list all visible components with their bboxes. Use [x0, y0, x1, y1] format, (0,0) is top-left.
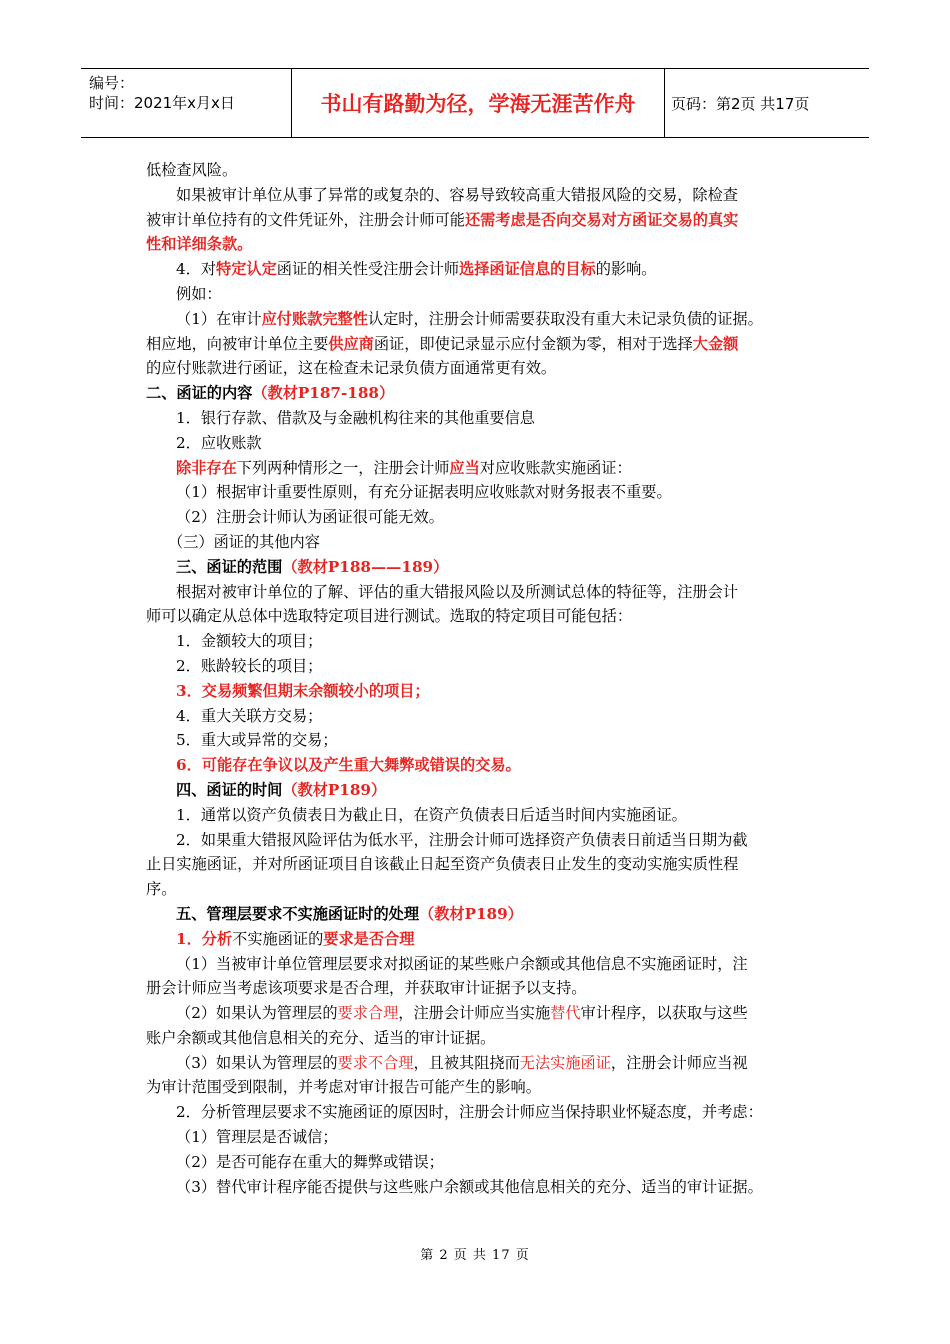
text-run: 除非存在 [176, 458, 237, 477]
text-run: 止日实施函证，并对所函证项目自该截止日起至资产负债表日止发生的变动实施实质性程 [146, 855, 739, 874]
text-line [146, 555, 810, 580]
text-run: 性和详细条款。 [146, 235, 253, 254]
text-run: 认定时，注册会计师需要获取没有重大未记录负债的证据。 [367, 309, 763, 328]
text-line [146, 604, 810, 629]
text-run: 大金额 [692, 334, 739, 353]
document-body [146, 158, 810, 1199]
text-line [146, 629, 810, 654]
text-run: （教材P187-188） [252, 384, 395, 403]
text-run: （教材P189） [419, 904, 523, 923]
text-line [146, 976, 810, 1001]
text-line [146, 1125, 810, 1150]
text-line [146, 902, 810, 927]
text-line [146, 356, 810, 381]
text-run: （1）管理层是否诚信； [176, 1128, 338, 1147]
text-line [146, 803, 810, 828]
text-line [146, 1175, 810, 1200]
text-run: 1．金额较大的项目； [176, 632, 323, 651]
text-run: 应付账款完整性 [261, 309, 368, 328]
text-run: 无法实施函证 [519, 1053, 611, 1072]
text-run: 的应付账款进行函证，这在检查未记录负债方面通常更有效。 [146, 359, 557, 378]
text-run: 审计程序，以获取与这些 [580, 1004, 748, 1023]
text-line [146, 406, 810, 431]
text-run: 序。 [146, 880, 177, 899]
text-line [146, 1001, 810, 1026]
text-line [146, 728, 810, 753]
text-run: （教材P188——189） [282, 557, 449, 576]
text-line [146, 183, 810, 208]
text-run: 1．分析 [176, 929, 233, 948]
text-line [146, 877, 810, 902]
text-line [146, 1075, 810, 1100]
text-run: 4．重大关联方交易； [176, 706, 323, 725]
text-run: 如果被审计单位从事了异常的或复杂的、容易导致较高重大错报风险的交易，除检查 [176, 185, 738, 204]
text-line [146, 927, 810, 952]
text-run: 二、函证的内容 [146, 384, 253, 403]
text-line [146, 332, 810, 357]
text-run: （3）如果认为管理层的 [176, 1053, 338, 1072]
text-run: 6．可能存在争议以及产生重大舞弊或错误的交易。 [176, 756, 521, 775]
text-run: 1．通常以资产负债表日为截止日，在资产负债表日后适当时间内实施函证。 [176, 805, 687, 824]
number-label: 编号： [89, 74, 135, 92]
text-run: （3）替代审计程序能否提供与这些账户余额或其他信息相关的充分、适当的审计证据。 [176, 1177, 763, 1196]
text-run: 应当 [449, 458, 480, 477]
date-label: 时间：2021年x月x日 [89, 94, 235, 112]
text-run: （1）在审计 [176, 309, 262, 328]
text-run: 3．交易频繁但期末余额较小的项目； [176, 681, 430, 700]
text-run: 的影响。 [595, 260, 657, 279]
text-line [146, 778, 810, 803]
page-header [81, 68, 869, 138]
text-run: 2．账龄较长的项目； [176, 656, 323, 675]
text-run: 还需考虑是否向交易对方函证交易的真实 [464, 210, 739, 229]
text-line [146, 232, 810, 257]
text-line [146, 1150, 810, 1175]
page-footer: 第 2 页 共 17 页 [420, 1248, 530, 1263]
text-run: 三、函证的范围 [176, 557, 283, 576]
text-run: 册会计师应当考虑该项要求是否合理，并获取审计证据予以支持。 [146, 979, 587, 998]
text-line [146, 257, 810, 282]
text-line [146, 852, 810, 877]
text-run: 根据对被审计单位的了解、评估的重大错报风险以及所测试总体的特征等，注册会计 [176, 582, 738, 601]
text-run: 4．对 [176, 260, 217, 279]
text-run: 被审计单位持有的文件凭证外，注册会计师可能 [146, 210, 465, 229]
text-run: 为审计范围受到限制，并考虑对审计报告可能产生的影响。 [146, 1078, 541, 1097]
text-line [146, 580, 810, 605]
text-line [146, 158, 810, 183]
text-run: 5．重大或异常的交易； [176, 731, 338, 750]
text-line [146, 1100, 810, 1125]
text-run: （1）当被审计单位管理层要求对拟函证的某些账户余额或其他信息不实施函证时，注 [176, 954, 748, 973]
text-run: 1．银行存款、借款及与金融机构往来的其他重要信息 [176, 408, 535, 427]
text-run: ，注册会计师应当实施 [398, 1004, 551, 1023]
text-run: 选择函证信息的目标 [459, 260, 596, 279]
text-run: （教材P189） [282, 780, 387, 799]
text-run: 师可以确定从总体中选取特定项目进行测试。选取的特定项目可能包括： [146, 607, 632, 626]
text-line [146, 282, 810, 307]
text-line [146, 1026, 810, 1051]
text-run: 不实施函证的 [232, 929, 324, 948]
text-line [146, 952, 810, 977]
text-line [146, 431, 810, 456]
header-info-cell [81, 69, 292, 137]
text-line [146, 456, 810, 481]
text-line [146, 530, 810, 555]
text-run: （三）函证的其他内容 [168, 532, 320, 551]
text-run: 低检查风险。 [146, 161, 238, 179]
text-run: 要求是否合理 [323, 929, 415, 948]
text-line [146, 480, 810, 505]
text-line [146, 679, 810, 704]
text-run: ，注册会计师应当视 [610, 1053, 748, 1072]
text-run: 账户余额或其他信息相关的充分、适当的审计证据。 [146, 1028, 496, 1047]
text-run: ，且被其阻挠而 [413, 1053, 520, 1072]
text-line [146, 381, 810, 406]
text-run: （2）是否可能存在重大的舞弊或错误； [176, 1152, 444, 1171]
header-page-label: 页码：第2页 共17页 [671, 94, 810, 113]
text-line [146, 704, 810, 729]
text-run: 五、管理层要求不实施函证时的处理 [176, 904, 419, 923]
text-line [146, 1051, 810, 1076]
text-line [146, 307, 810, 332]
text-run: 要求合理 [337, 1004, 399, 1023]
text-run: 四、函证的时间 [176, 780, 283, 799]
text-line [146, 208, 810, 233]
text-run: 2．应收账款 [176, 433, 262, 452]
text-run: 特定认定 [216, 260, 277, 279]
text-run: 替代 [550, 1004, 581, 1023]
text-run: 要求不合理 [337, 1053, 414, 1072]
text-run: 例如： [176, 284, 222, 303]
text-run: （1）根据审计重要性原则，有充分证据表明应收账款对财务报表不重要。 [176, 483, 672, 502]
text-run: 下列两种情形之一，注册会计师 [236, 458, 450, 477]
text-run: 2．如果重大错报风险评估为低水平，注册会计师可选择资产负债表日前适当日期为截 [176, 830, 748, 849]
text-run: 供应商 [328, 334, 374, 353]
text-run: 函证，即使记录显示应付金额为零，相对于选择 [373, 334, 693, 353]
text-run: （2）注册会计师认为函证很可能无效。 [176, 508, 444, 527]
text-line [146, 505, 810, 530]
text-line [146, 753, 810, 778]
text-line [146, 654, 810, 679]
text-run: （2）如果认为管理层的 [176, 1004, 338, 1023]
text-run: 对应收账款实施函证： [479, 458, 632, 477]
header-motto: 书山有路勤为径，学海无涯苦作舟 [292, 69, 665, 137]
text-run: 函证的相关性受注册会计师 [276, 260, 460, 279]
text-run: 2．分析管理层要求不实施函证的原因时，注册会计师应当保持职业怀疑态度，并考虑： [176, 1103, 763, 1122]
text-line [146, 828, 810, 853]
text-run: 相应地，向被审计单位主要 [146, 334, 329, 353]
